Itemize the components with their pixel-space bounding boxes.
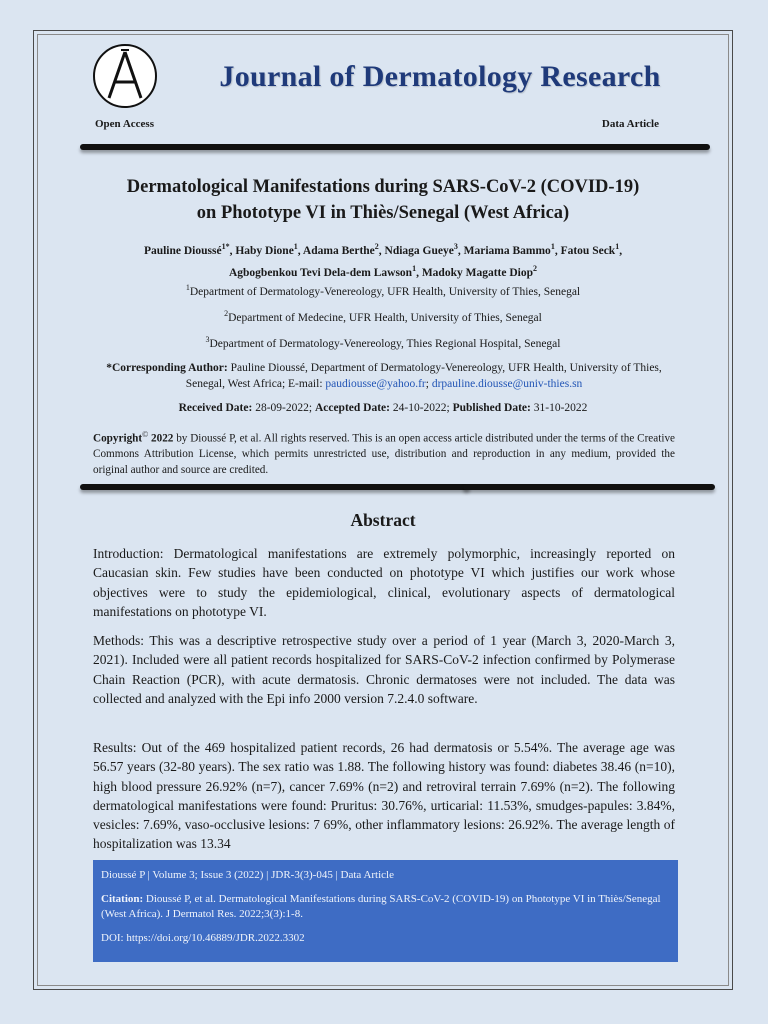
title-line-2: on Phototype VI in Thiès/Senegal (West Africa) bbox=[196, 203, 570, 223]
author-list bbox=[80, 238, 686, 282]
affiliation-3-text: Department of Dermatology-Venereology, Thies Regional Hospital, Senegal bbox=[209, 337, 561, 350]
email-link-2[interactable]: drpauline.diousse@univ-thies.sn bbox=[431, 378, 583, 390]
affiliation-2: $^2$Department of Medecine, UFR Health, University of Thies, Senegal bbox=[224, 309, 542, 324]
received-label: Received Date: bbox=[178, 402, 253, 414]
affiliation-1: $^1$Department of Dermatology-Venereology, UFR Health, University of Thies, Senegal bbox=[185, 283, 581, 298]
issue-info: Dioussé P | Volume 3; Issue 3 (2022) | JDR-3(3)-045 | Data Article bbox=[101, 869, 394, 881]
abstract-divider-right bbox=[463, 484, 715, 490]
copyright-year: 2022 bbox=[148, 432, 174, 445]
citation-text: Dioussé P, et al. Dermatological Manifestations during SARS-CoV-2 (COVID-19) on Phototype VI in Thiès/Senegal (West Africa). J Dermatol Res. 2022;3(3):1-8. bbox=[101, 893, 661, 920]
copyright-text: by Dioussé P, et al. All rights reserved. This is an open access article distributed under the terms of the Creative Commons Attribution License, which permits unrestricted use, distribution and reproduction in any medium, provided the original author and source are credited. bbox=[93, 432, 676, 476]
abstract-divider-left bbox=[80, 484, 470, 490]
affiliation-2-text: Department of Medecine, UFR Health, University of Thies, Senegal bbox=[228, 311, 542, 324]
header-divider bbox=[80, 144, 710, 150]
paper-title bbox=[60, 174, 706, 226]
doi-link[interactable]: DOI: https://doi.org/10.46889/JDR.2022.3302 bbox=[101, 932, 305, 944]
article-dates bbox=[60, 402, 706, 414]
copyright-symbol: © bbox=[142, 430, 149, 439]
email-separator: ; bbox=[425, 378, 432, 390]
copyright-label: Copyright bbox=[93, 432, 143, 445]
authors-line-1: Pauline Dioussé$^{1*}$, Haby Dione$^1$, Adama Berthe$^2$, Ndiaga Gueye$^3$, Mariama Bammo$^1$, Fatou Seck$^1$, bbox=[143, 242, 623, 257]
citation-box bbox=[93, 860, 678, 962]
authors-line-2: Agbogbenkou Tevi Dela-dem Lawson$^1$, Madoky Magatte Diop$^2$ bbox=[228, 263, 537, 279]
corresponding-label: *Corresponding Author: bbox=[106, 362, 228, 374]
title-line-1: Dermatological Manifestations during SARS-CoV-2 (COVID-19) bbox=[126, 177, 640, 197]
journal-logo bbox=[93, 44, 157, 108]
citation bbox=[101, 892, 670, 922]
accepted-label: Accepted Date: bbox=[314, 402, 390, 414]
published-label: Published Date: bbox=[452, 402, 531, 414]
abstract-heading: Abstract bbox=[350, 510, 416, 530]
affiliation-3: $^3$Department of Dermatology-Venereology, Thies Regional Hospital, Senegal bbox=[205, 335, 561, 350]
published-date: 31-10-2022 bbox=[530, 402, 588, 414]
abstract-introduction: Introduction: Dermatological manifestations are extremely polymorphic, increasingly reported on Caucasian skin. Few studies have been conducted on phototype VI which justifies our work whose objectives were to study the epidemiological, clinical, evolutionary aspects of dermatological manifestations on phototype VI. bbox=[93, 546, 675, 619]
open-access-label: Open Access bbox=[95, 118, 154, 130]
affiliation-1-text: Department of Dermatology-Venereology, UFR Health, University of Thies, Senegal bbox=[189, 285, 581, 298]
citation-label: Citation: bbox=[101, 893, 144, 905]
article-type-label: Data Article bbox=[601, 118, 659, 130]
abstract-methods: Methods: This was a descriptive retrospective study over a period of 1 year (March 3, 2020-March 3, 2021). Included were all patient records hospitalized for SARS-CoV-2 infection confirmed by Polymerase Chain Reaction (PCR), with acute dermatosis. Chronic dermatoses were not included. The data was collected and analyzed with the Epi info 2000 version 7.2.4.0 software. bbox=[93, 633, 675, 706]
copyright-notice bbox=[93, 427, 675, 478]
email-link-1[interactable]: paudiousse@yahoo.fr bbox=[325, 378, 426, 390]
corresponding-author bbox=[90, 360, 678, 392]
accepted-date: 24-10-2022; bbox=[389, 402, 453, 414]
journal-title: Journal of Dermatology Research bbox=[219, 60, 661, 93]
received-date: 28-09-2022; bbox=[252, 402, 315, 414]
corresponding-text: Pauline Dioussé, Department of Dermatology-Venereology, UFR Health, University of Thies, Senegal, West Africa; E-mail: bbox=[185, 362, 662, 390]
abstract-results: Results: Out of the 469 hospitalized patient records, 26 had dermatosis or 5.54%. The average age was 56.57 years (32-80 years). The sex ratio was 1.88. The following history was found: diabetes 38.46 (n=10), high blood pressure 26.92% (n=7), cancer 7.69% (n=2) and retroviral terrain 7.69% (n=2). The following dermatological manifestations were found: Pruritus: 30.76%, urticarial: 11.53%, smudges-papules: 3.84%, vesicles: 7.69%, vaso-occlusive lesions: 7 69%, other inflammatory lesions: 26.92%. The average length of hospitalization was 13.34 bbox=[93, 740, 675, 852]
